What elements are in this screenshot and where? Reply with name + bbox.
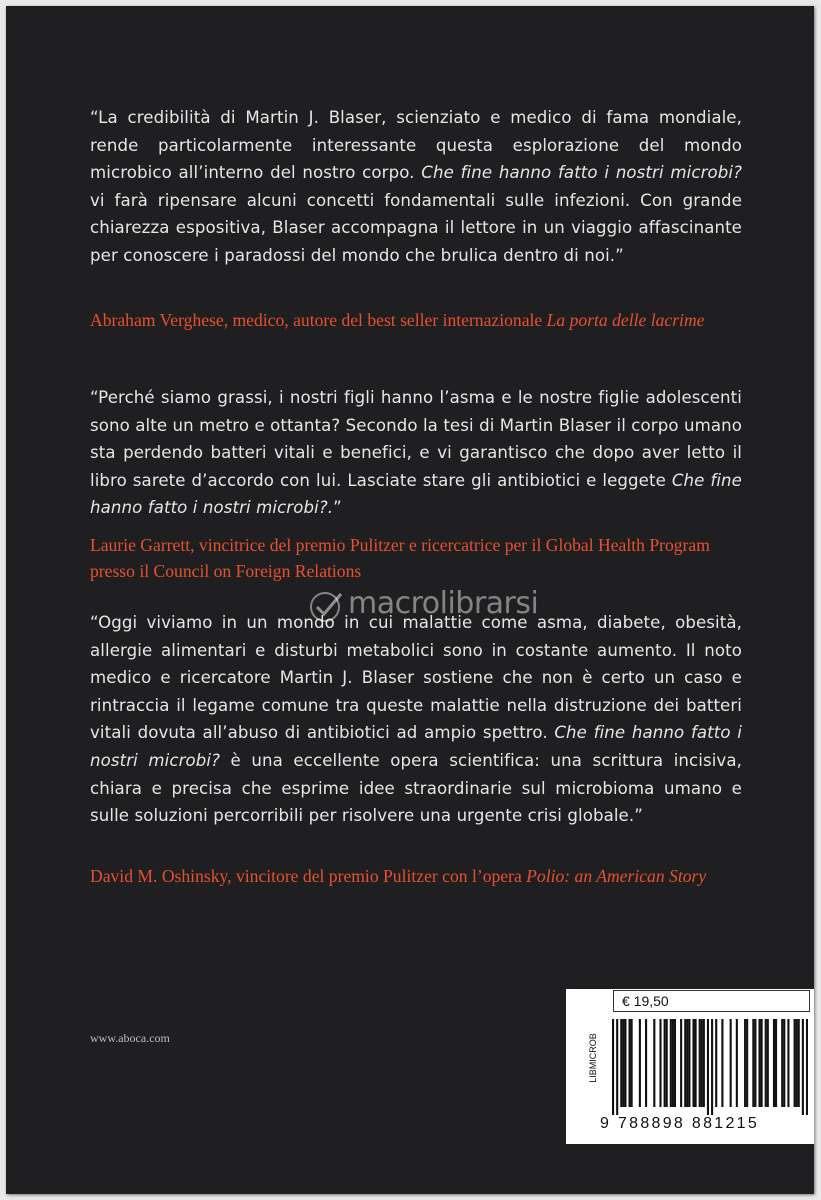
- checkmark-circle-icon: [308, 590, 344, 624]
- barcode-bar: [754, 1019, 756, 1107]
- barcode-bar: [653, 1019, 655, 1107]
- quote-verghese: [90, 104, 742, 270]
- barcode-bar: [674, 1019, 676, 1107]
- barcode-bar: [783, 1019, 785, 1107]
- barcode-bar: [620, 1019, 622, 1107]
- barcode-bar: [767, 1019, 769, 1107]
- product-code: [586, 1023, 600, 1093]
- attribution-oshinsky: [90, 864, 750, 890]
- barcode-bar: [699, 1019, 701, 1107]
- barcode-bar: [721, 1019, 723, 1107]
- barcode-bar: [773, 1019, 775, 1107]
- barcode-bar: [670, 1019, 672, 1107]
- book-back-cover: [6, 6, 814, 1194]
- product-code-text: LIBMICROB: [588, 1033, 598, 1083]
- barcode-bar: [796, 1019, 798, 1107]
- attribution-title-italic: La porta delle lacrime: [546, 310, 705, 330]
- barcode-label: [566, 989, 814, 1144]
- barcode-bar: [612, 1019, 614, 1115]
- quote-text: “Oggi viviamo in un mondo in cui malattie come asma, diabete, obesità, allergie alimentari e disturbi metabolici sono in costante aumento. Il noto medico e ricercatore Martin J. Blaser sostiene che non è certo un caso e rintraccia il legame comune tra queste malattie nella distruzione dei batteri vitali dovuta all’abuso di antibiotici ad ampio spettro.: [90, 613, 742, 743]
- barcode-bar: [707, 1019, 709, 1115]
- barcode-bar: [631, 1019, 633, 1107]
- quote-text: “Perché siamo grassi, i nostri figli hanno l’asma e le nostre figlie adolescenti sono alte un metro e ottanta? Secondo la tesi di Martin Blaser il corpo umano sta perdendo batteri vitali e benefici, e vi garantisco che dopo aver letto il libro sarete d’accordo con lui. Lasciate stare gli antibiotici e leggete: [90, 388, 742, 490]
- barcode-bar: [616, 1019, 618, 1115]
- barcode-bar: [686, 1019, 688, 1107]
- barcode: [612, 1019, 808, 1115]
- barcode-bar: [744, 1019, 746, 1107]
- attribution-garrett: [90, 533, 750, 584]
- barcode-bar: [715, 1019, 717, 1107]
- barcode-bar: [736, 1019, 738, 1107]
- barcode-bar: [622, 1019, 624, 1107]
- quote-title-italic: Che fine hanno fatto i nostri microbi?.: [90, 470, 742, 518]
- watermark-text: macrolibrarsi: [348, 586, 539, 621]
- barcode-bar: [666, 1019, 668, 1107]
- quote-text: è una eccellente opera scientifica: una scrittura incisiva, chiara e precisa che esprime idee straordinarie sul microbioma umano e sulle soluzioni percorribili per risolvere una urgente crisi globale.”: [90, 750, 742, 826]
- quote-text: vi farà ripensare alcuni concetti fondamentali sulle infezioni. Con grande chiarezza espositiva, Blaser accompagna il lettore in un viaggio affascinante per conoscere i paradossi del mondo che brulica dentro di noi.”: [90, 190, 742, 265]
- attribution-verghese: [90, 308, 750, 334]
- barcode-bar: [703, 1019, 705, 1107]
- barcode-bar: [758, 1019, 760, 1107]
- barcode-bar: [672, 1019, 674, 1107]
- barcode-bar: [680, 1019, 682, 1107]
- attribution-text: David M. Oshinsky, vincitore del premio Pulitzer con l’opera: [90, 866, 527, 886]
- barcode-bar: [775, 1019, 777, 1107]
- barcode-bar: [692, 1019, 694, 1107]
- barcode-bar: [624, 1019, 626, 1107]
- barcode-bar: [684, 1019, 686, 1107]
- barcode-bar: [659, 1019, 661, 1107]
- barcode-bar: [711, 1019, 713, 1115]
- quote-title-italic: Che fine hanno fatto i nostri microbi?: [90, 723, 742, 770]
- barcode-bar: [761, 1019, 763, 1107]
- barcode-bar: [794, 1019, 796, 1107]
- quote-oshinsky: [90, 609, 742, 830]
- barcode-bar: [752, 1019, 754, 1107]
- isbn-number: 9 788898 881215: [600, 1115, 760, 1132]
- barcode-bar: [629, 1019, 631, 1107]
- barcode-bar: [730, 1019, 732, 1107]
- barcode-bar: [787, 1019, 789, 1107]
- barcode-bar: [664, 1019, 666, 1107]
- barcode-bar: [798, 1019, 800, 1107]
- attribution-text: Abraham Verghese, medico, autore del best seller internazionale: [90, 310, 547, 330]
- barcode-bar: [802, 1019, 804, 1115]
- barcode-bar: [639, 1019, 641, 1107]
- quote-text: ”: [333, 498, 342, 518]
- barcode-bar: [806, 1019, 808, 1115]
- barcode-bar: [781, 1019, 783, 1107]
- barcode-bar: [695, 1019, 697, 1107]
- quote-garrett: [90, 384, 742, 522]
- publisher-website: www.aboca.com: [90, 1031, 170, 1045]
- watermark: [308, 584, 588, 634]
- attribution-text: Laurie Garrett, vincitrice del premio Pulitzer e ricercatrice per il Global Health Program presso il Council on Foreign Relations: [90, 535, 710, 581]
- attribution-title-italic: Polio: an American Story: [526, 866, 707, 886]
- price-tag: € 19,50: [613, 990, 810, 1012]
- barcode-bar: [645, 1019, 647, 1107]
- barcode-bar: [765, 1019, 767, 1107]
- barcode-bar: [701, 1019, 703, 1107]
- barcode-bar: [688, 1019, 690, 1107]
- quote-title-italic: Che fine hanno fatto i nostri microbi?: [421, 163, 743, 183]
- quote-text: “La credibilità di Martin J. Blaser, scienziato e medico di fama mondiale, rende particolarmente interessante questa esplorazione del mondo microbico all’interno del nostro corpo.: [90, 108, 742, 183]
- barcode-bar: [746, 1019, 748, 1107]
